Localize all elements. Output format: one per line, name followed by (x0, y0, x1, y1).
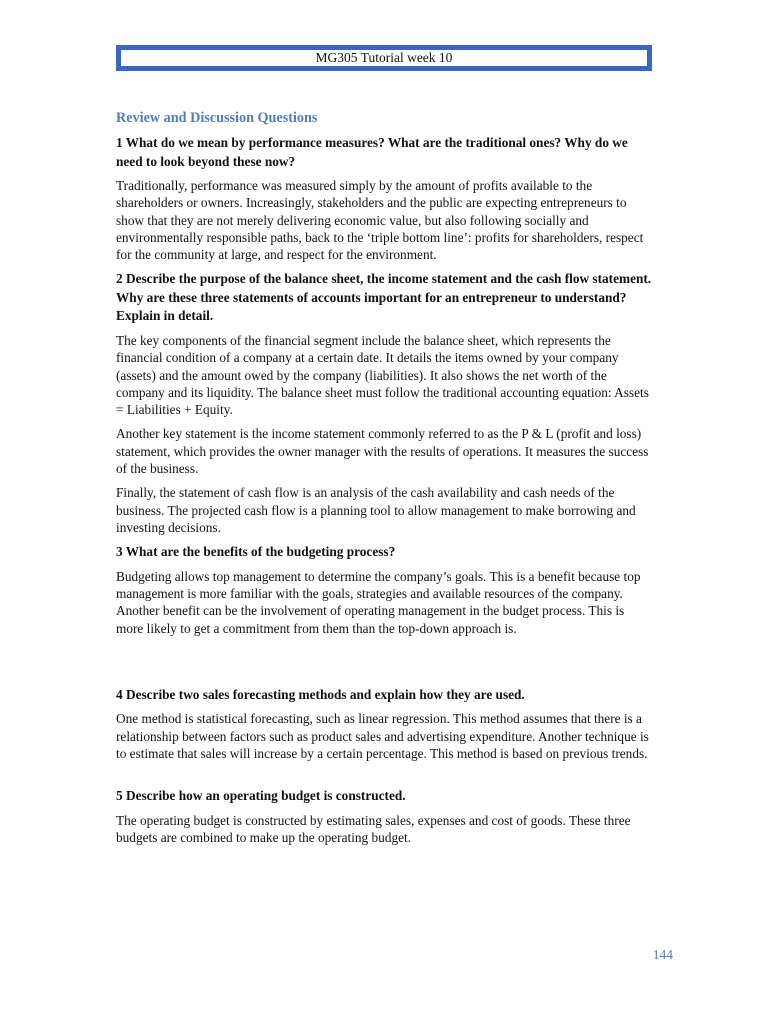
question-block-1 (116, 134, 654, 263)
answer-paragraph: Budgeting allows top management to determine the company’s goals. This is a benefit because top management is more familiar with the goals, strategies and available resources of the company. Another benefit can be the involvement of operating management in the budget process. This is more likely to get a commitment from them than the top-down approach is. (116, 568, 641, 636)
spacer (116, 769, 654, 787)
header-banner (116, 45, 652, 71)
question-block-4 (116, 686, 654, 762)
answer-paragraph: The key components of the financial segment include the balance sheet, which represents the financial condition of a company at a certain date. It details the items owned by your company (assets) and the amount owed by the company (liabilities). It also shows the net worth of the company and its liquidity. The balance sheet must follow the traditional accounting equation: Assets = Liabilities + Equity. (116, 332, 649, 418)
question-block-2 (116, 270, 654, 536)
answer-paragraph: One method is statistical forecasting, such as linear regression. This method assumes that there is a relationship between factors such as product sales and advertising expenditure. Another technique is to estimate that sales will increase by a certain percentage. This method is based on previous trends. (116, 711, 649, 762)
spacer (116, 644, 654, 686)
question-1: 1 What do we mean by performance measures? What are the traditional ones? Why do we need to look beyond these now? (116, 135, 628, 169)
question-2: 2 Describe the purpose of the balance sheet, the income statement and the cash flow statement. Why are these three statements of accounts important for an entrepreneur to understand? Explain in detail. (116, 271, 652, 324)
header-title: MG305 Tutorial week 10 (315, 50, 453, 66)
question-block-3 (116, 543, 654, 637)
question-block-5 (116, 787, 654, 846)
document-body (116, 108, 654, 853)
question-3: 3 What are the benefits of the budgeting process? (116, 544, 396, 560)
answer-paragraph: The operating budget is constructed by estimating sales, expenses and cost of goods. These three budgets are combined to make up the operating budget. (116, 812, 631, 846)
question-5: 5 Describe how an operating budget is constructed. (116, 788, 406, 804)
page-number: 144 (652, 947, 673, 962)
question-4: 4 Describe two sales forecasting methods and explain how they are used. (116, 686, 525, 702)
answer-paragraph: Traditionally, performance was measured simply by the amount of profits available to the shareholders or owners. Increasingly, stakeholders and the public are expecting entrepreneurs to show that they are not merely delivering economic value, but also following socially and environmentally responsible paths, back to the ‘triple bottom line’: profits for shareholders, respect for the community at large, and respect for the environment. (116, 178, 644, 263)
answer-paragraph: Another key statement is the income statement commonly referred to as the P & L (profit and loss) statement, which provides the owner manager with the results of operations. It measures the success of the business. (116, 426, 649, 477)
answer-paragraph: Finally, the statement of cash flow is an analysis of the cash availability and cash needs of the business. The projected cash flow is a planning tool to allow management to make borrowing and investing decisions. (116, 485, 636, 535)
section-heading: Review and Discussion Questions (116, 110, 318, 126)
